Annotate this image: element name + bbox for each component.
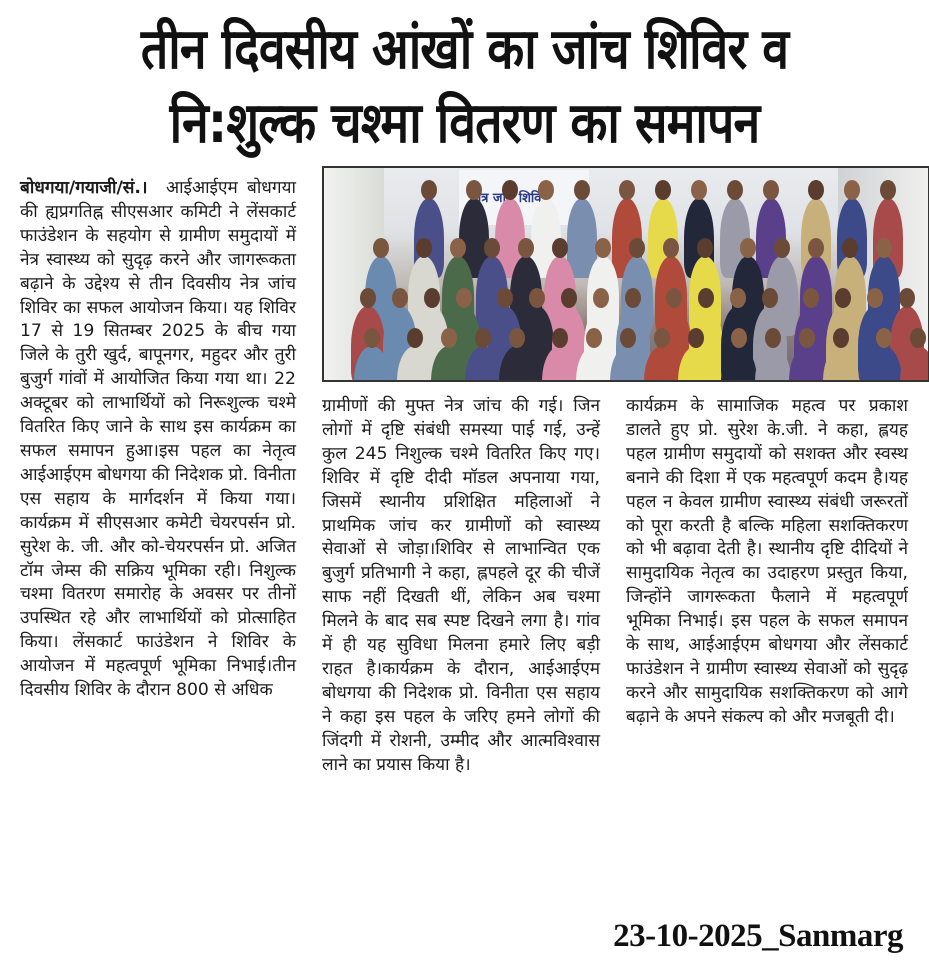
photo-person-head [586, 328, 602, 348]
photo-person-head [833, 328, 849, 348]
photo-person-head [727, 180, 743, 200]
photo-person-head [765, 328, 781, 348]
photo-person-head [762, 288, 778, 308]
photo-person-head [731, 328, 747, 348]
column-1-text: आईआईएम बोधगया की ह्यप्रगतिह्न सीएसआर कमिटी ने लेंसकार्ट फाउंडेशन के सहयोग से ग्रामीण समुदायों में नेत्र स्वास्थ्य को सुदृढ़ करने और जागरूकता बढ़ाने के उद्देश्य से तीन दिवसीय नेत्र जांच शिविर का सफल आयोजन किया। यह शिविर 17 से 19 सितम्बर 2025 के बीच गया जिले के तुरी खुर्द, बापूनगर, महुदर और तुरी बुजुर्ग गांवों में आयोजित किया गया था। 22 अक्टूबर को लाभार्थियों को निरूशुल्क चश्मे वितरित किए जाने के साथ इस कार्यक्रम का सफल समापन हुआ।इस पहल का नेतृत्व आईआईएम बोधगया की निदेशक प्रो. विनीता एस सहाय के मार्गदर्शन में किया गया। कार्यक्रम में सीएसआर कमेटी चेयरपर्सन प्रो. सुरेश के. जी. और को-चेयरपर्सन प्रो. अजित टॉम जेम्स की सक्रिय भूमिका रही। निशुल्क चश्मा वितरण समारोह के अवसर पर तीनों उपस्थित रहे और लाभार्थियों को प्रोत्साहित किया। लेंसकार्ट फाउंडेशन ने शिविर के आयोजन में महत्वपूर्ण भूमिका निभाई।तीन दिवसीय शिविर के दौरान 800 से अधिक [20, 178, 296, 701]
photo-person-head [803, 288, 819, 308]
photo-person-head [373, 238, 389, 258]
photo-person-head [730, 288, 746, 308]
photo-person-head [619, 180, 635, 200]
photo-person-head [763, 180, 779, 200]
photo-person-head [655, 180, 671, 200]
photo-person-head [364, 328, 380, 348]
photo-person-head [910, 328, 926, 348]
photo-person-head [421, 180, 437, 200]
photo-person-head [484, 238, 500, 258]
photo-person-head [424, 288, 440, 308]
headline-line-1: तीन दिवसीय आंखों का जांच शिविर व [140, 17, 789, 82]
photo-person-head [799, 328, 815, 348]
article-column-3 [626, 395, 908, 730]
photo-person-head [654, 328, 670, 348]
photo-person-head [593, 288, 609, 308]
photo-person-head [688, 328, 704, 348]
photo-person-head [844, 180, 860, 200]
photo-person-head [360, 288, 376, 308]
article-column-2 [322, 395, 600, 778]
headline-line-2: नि:शुल्क चश्मा वितरण का समापन [169, 91, 760, 156]
dateline: बोधगया/गयाजी/सं.। [20, 178, 148, 198]
source-date-caption: 23-10-2025_Sanmarg [613, 918, 903, 954]
photo-person-head [450, 238, 466, 258]
article-column-1 [20, 177, 296, 703]
photo-person-head [899, 288, 915, 308]
photo-person-head [475, 328, 491, 348]
photo-person-head [538, 180, 554, 200]
photo-person-head [698, 288, 714, 308]
photo-person-head [466, 180, 482, 200]
photo-person-head [620, 328, 636, 348]
photo-person-head [497, 288, 513, 308]
photo-person-head [441, 328, 457, 348]
photo-person-head [691, 180, 707, 200]
column-2-text: ग्रामीणों की मुफ्त नेत्र जांच की गई। जिन लोगों में दृष्टि संबंधी समस्या पाई गई, उन्हें कुल 245 निशुल्क चश्मे वितरित किए गए। शिविर में दृष्टि दीदी मॉडल अपनाया गया, जिसमें स्थानीय प्रशिक्षित महिलाओं ने प्राथमिक जांच कर ग्रामीणों को स्वास्थ्य सेवाओं से जोड़ा।शिविर से लाभान्वित एक बुजुर्ग प्रतिभागी ने कहा, ह्लपहले दूर की चीजें साफ नहीं दिखती थीं, लेकिन अब चश्मा मिलने के बाद सब स्पष्ट दिखने लगा है। गांव में ही यह सुविधा मिलना हमारे लिए बड़ी राहत है।कार्यक्रम के दौरान, आईआईएम बोधगया की निदेशक प्रो. विनीता एस सहाय ने कहा इस पहल के जरिए हमने लोगों की जिंदगी में रोशनी, उम्मीद और आत्मविश्वास लाने का प्रयास किया है। [322, 396, 600, 775]
photo-person-head [835, 288, 851, 308]
photo-person-head [392, 288, 408, 308]
photo-person-head [574, 180, 590, 200]
photo-person-head [740, 238, 756, 258]
photo-person-head [697, 238, 713, 258]
photo-person-head [876, 328, 892, 348]
photo-person-head [518, 238, 534, 258]
column-3-text: कार्यक्रम के सामाजिक महत्व पर प्रकाश डालते हुए प्रो. सुरेश के.जी. ने कहा, ह्लयह पहल ग्रामीण समुदायों को सशक्त और स्वस्थ बनाने की दिशा में एक महत्वपूर्ण कदम है।यह पहल न केवल ग्रामीण स्वास्थ्य संबंधी जरूरतों को पूरा करती है बल्कि महिला सशक्तिकरण को भी बढ़ावा देती है। स्थानीय दृष्टि दीदियों ने सामुदायिक नेतृत्व का उदाहरण प्रस्तुत किया, जिन्होंने जागरूकता फैलाने में महत्वपूर्ण भूमिका निभाई। इस पहल के सफल समापन के साथ, आईआईएम बोधगया और लेंसकार्ट फाउंडेशन ने ग्रामीण स्वास्थ्य सेवाओं को सुदृढ़ करने और सामुदायिक सशक्तिकरण को आगे बढ़ाने के अपने संकल्प को और मजबूती दी। [626, 396, 908, 727]
photo-person-head [552, 238, 568, 258]
photo-person-head [666, 288, 682, 308]
photo-person-head [629, 238, 645, 258]
photo-person-head [774, 238, 790, 258]
photo-person-head [407, 328, 423, 348]
photo-person-head [529, 288, 545, 308]
photo-person-head [808, 238, 824, 258]
photo-banner-text: नेत्र जांच शिविर [474, 191, 547, 206]
photo-person-head [456, 288, 472, 308]
photo-person-head [880, 180, 896, 200]
photo-person-head [876, 238, 892, 258]
photo-person-head [416, 238, 432, 258]
photo-person-head [552, 328, 568, 348]
photo-person-head [502, 180, 518, 200]
photo-person-head [842, 238, 858, 258]
photo-person-head [867, 288, 883, 308]
photo-person-head [509, 328, 525, 348]
photo-person-head [808, 180, 824, 200]
photo-person-head [663, 238, 679, 258]
photo-person-head [625, 288, 641, 308]
photo-person-head [561, 288, 577, 308]
group-photo [322, 166, 929, 382]
photo-person-head [595, 238, 611, 258]
